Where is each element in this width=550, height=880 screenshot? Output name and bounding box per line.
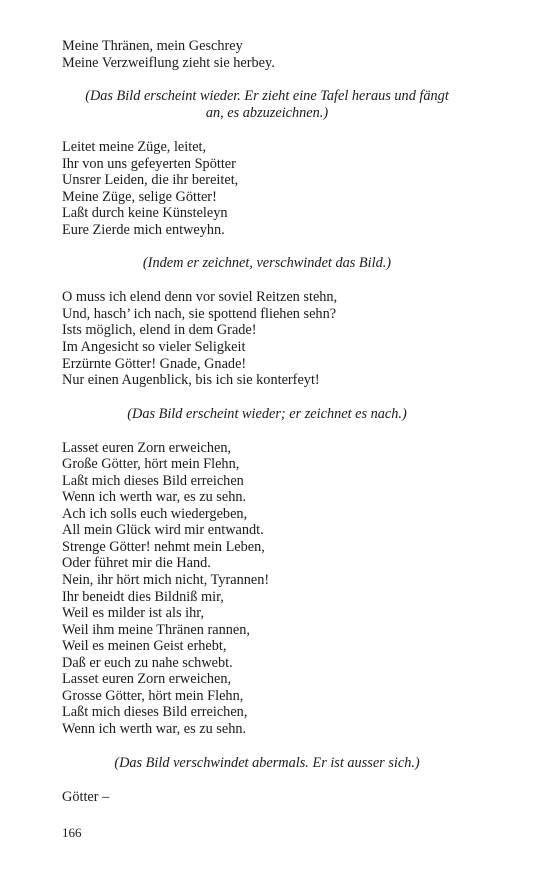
- verse-line: Meine Thränen, mein Geschrey: [62, 38, 243, 54]
- verse-line: Daß er euch zu nahe schwebt.: [62, 654, 233, 671]
- verse-line: Laßt mich dieses Bild erreichen,: [62, 704, 248, 721]
- stage-direction: [62, 88, 472, 122]
- verse-line: Im Angesicht so vieler Seligkeit: [62, 339, 246, 356]
- verse-line: Ists möglich, elend in dem Grade!: [62, 322, 257, 339]
- verse-line: Unsrer Leiden, die ihr bereitet,: [62, 172, 239, 189]
- stage-direction-line: an, es abzuzeichnen.): [205, 105, 329, 122]
- verse-line: Weil ihm meine Thränen rannen,: [62, 621, 250, 638]
- verse-line: O muss ich elend denn vor soviel Reitzen stehn,: [62, 289, 338, 306]
- verse-line: Laßt mich dieses Bild erreichen: [62, 472, 244, 489]
- verse-line: Nein, ihr hört mich nicht, Tyrannen!: [62, 572, 270, 589]
- verse-line: Leitet meine Züge, leitet,: [62, 139, 207, 156]
- verse-stanza: [62, 139, 472, 238]
- stage-direction: (Das Bild verschwindet abermals. Er ist ausser sich.): [114, 754, 420, 771]
- stage-direction: (Das Bild erscheint wieder; er zeichnet es nach.): [127, 405, 407, 422]
- verse-stanza: [62, 789, 472, 806]
- verse-line: Erzürnte Götter! Gnade, Gnade!: [62, 355, 247, 372]
- verse-stanza: [62, 440, 472, 738]
- stage-direction: (Indem er zeichnet, verschwindet das Bild.): [142, 255, 392, 272]
- verse-line: Große Götter, hört mein Flehn,: [62, 456, 240, 473]
- stage-direction-line: (Das Bild erscheint wieder. Er zieht eine Tafel heraus und fängt: [85, 88, 449, 105]
- page-body: [62, 38, 472, 805]
- verse-line: Laßt durch keine Künsteleyn: [62, 205, 228, 222]
- verse-stanza: [62, 38, 472, 71]
- verse-line: Meine Verzweiflung zieht sie herbey.: [62, 54, 275, 71]
- verse-line: Und, hasch’ ich nach, sie spottend fliehen sehn?: [62, 305, 337, 322]
- verse-line: Eure Zierde mich entweyhn.: [62, 221, 225, 238]
- verse-line: Wenn ich werth war, es zu sehn.: [62, 720, 247, 737]
- verse-line: Götter –: [62, 788, 110, 805]
- verse-line: Grosse Götter, hört mein Flehn,: [62, 687, 244, 704]
- verse-line: Lasset euren Zorn erweichen,: [62, 671, 232, 688]
- verse-line: Lasset euren Zorn erweichen,: [62, 439, 232, 456]
- verse-line: Weil es milder ist als ihr,: [62, 605, 205, 622]
- page-number: 166: [62, 825, 82, 840]
- verse-stanza: [62, 289, 472, 388]
- verse-line: Meine Züge, selige Götter!: [62, 188, 217, 205]
- verse-line: Ihr von uns gefeyerten Spötter: [62, 155, 236, 172]
- verse-line: All mein Glück wird mir entwandt.: [62, 522, 264, 539]
- verse-line: Wenn ich werth war, es zu sehn.: [62, 489, 247, 506]
- verse-line: Oder führet mir die Hand.: [62, 555, 211, 572]
- verse-line: Weil es meinen Geist erhebt,: [62, 638, 227, 655]
- verse-line: Strenge Götter! nehmt mein Leben,: [62, 538, 265, 555]
- verse-line: Nur einen Augenblick, bis ich sie konterfeyt!: [62, 372, 320, 389]
- verse-line: Ihr beneidt dies Bildniß mir,: [62, 588, 224, 605]
- verse-line: Ach ich solls euch wiedergeben,: [62, 505, 248, 522]
